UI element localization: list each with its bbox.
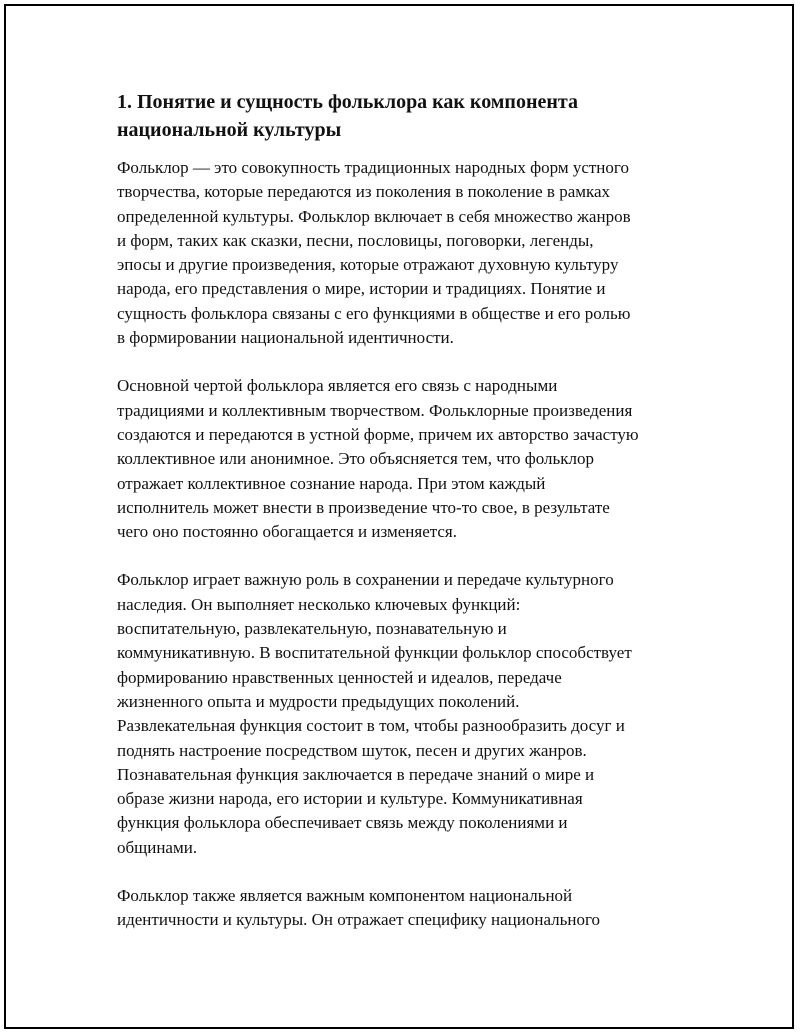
text-line: Фольклор — это совокупность традиционных народных форм устного	[117, 158, 629, 177]
text-line: сущность фольклора связаны с его функциями в обществе и его ролью	[117, 303, 631, 323]
text-line: общинами.	[117, 837, 198, 857]
text-line: традициями и коллективным творчеством. Фольклорные произведения	[117, 400, 633, 420]
section-heading	[117, 88, 707, 144]
text-line: поднять настроение посредством шуток, песен и других жанров.	[117, 740, 587, 760]
text-line: жизненного опыта и мудрости предыдущих поколений.	[117, 691, 520, 711]
text-line: отражает коллективное сознание народа. При этом каждый	[117, 473, 546, 493]
paragraph-3	[117, 568, 707, 860]
heading-line: национальной культуры	[117, 119, 342, 141]
paragraph-1	[117, 156, 707, 350]
text-line: Основной чертой фольклора является его связь с народными	[117, 376, 558, 396]
text-line: формированию нравственных ценностей и идеалов, передаче	[117, 667, 562, 687]
text-line: и форм, таких как сказки, песни, пословицы, поговорки, легенды,	[117, 230, 594, 250]
text-line: образе жизни народа, его истории и культуре. Коммуникативная	[117, 789, 583, 809]
text-line: Развлекательная функция состоит в том, чтобы разнообразить досуг и	[117, 716, 625, 736]
text-line: коллективное или анонимное. Это объясняется тем, что фольклор	[117, 449, 595, 469]
text-line: эпосы и другие произведения, которые отражают духовную культуру	[117, 255, 619, 275]
paragraph-4	[117, 884, 707, 933]
text-line: творчества, которые передаются из поколения в поколение в рамках	[117, 182, 611, 202]
text-line: идентичности и культуры. Он отражает специфику национального	[117, 910, 601, 930]
text-line: создаются и передаются в устной форме, причем их авторство зачастую	[117, 424, 639, 444]
text-line: в формировании национальной идентичности.	[117, 328, 454, 348]
text-line: Фольклор также является важным компонентом национальной	[117, 886, 573, 906]
text-line: исполнитель может внести в произведение что-то свое, в результате	[117, 497, 610, 517]
text-line: народа, его представления о мире, истории и традициях. Понятие и	[117, 279, 606, 299]
text-line: функция фольклора обеспечивает связь между поколениями и	[117, 813, 568, 833]
text-line: чего оно постоянно обогащается и изменяется.	[117, 522, 457, 542]
paragraph-2	[117, 374, 707, 544]
heading-line: 1. Понятие и сущность фольклора как компонента	[117, 91, 578, 113]
text-line: коммуникативную. В воспитательной функции фольклор способствует	[117, 643, 632, 663]
text-line: воспитательную, развлекательную, познавательную и	[117, 619, 507, 639]
text-line: Познавательная функция заключается в передаче знаний о мире и	[117, 764, 595, 784]
text-line: Фольклор играет важную роль в сохранении и передаче культурного	[117, 570, 614, 590]
text-line: определенной культуры. Фольклор включает в себя множество жанров	[117, 206, 631, 226]
text-line: наследия. Он выполняет несколько ключевых функций:	[117, 594, 521, 614]
document-body	[117, 88, 707, 957]
